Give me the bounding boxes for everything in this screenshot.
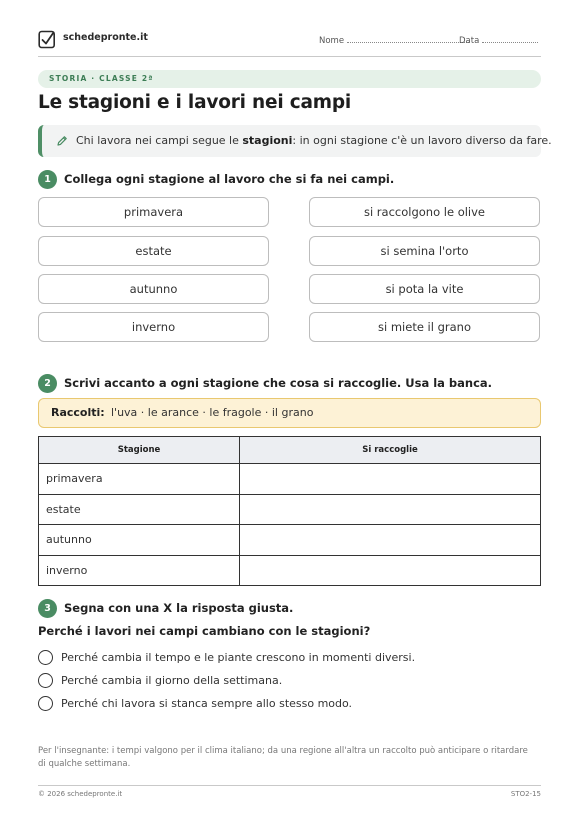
match-left-box[interactable]: inverno — [38, 312, 269, 342]
intro-keyword: stagioni — [242, 134, 293, 147]
exercise-1-number: 1 — [38, 170, 57, 189]
table-row — [39, 494, 541, 525]
exercise-3-number: 3 — [38, 599, 57, 618]
subject-label: STORIA · CLASSE 2ª — [49, 74, 154, 83]
answer-cell[interactable] — [240, 555, 541, 586]
match-right-box[interactable]: si semina l'orto — [309, 236, 540, 266]
brand-name: schedepronte.it — [63, 32, 148, 43]
exercise-3-title: Segna con una X la risposta giusta. — [64, 601, 294, 615]
season-cell: estate — [39, 494, 240, 525]
intro-text — [76, 134, 552, 147]
intro-text-end: : in ogni stagione c'è un lavoro diverso da fare. — [292, 134, 552, 147]
season-cell: primavera — [39, 464, 240, 495]
column-header-harvest: Si raccoglie — [240, 437, 541, 464]
table-row — [39, 555, 541, 586]
exercise-2-title: Scrivi accanto a ogni stagione che cosa si raccoglie. Usa la banca. — [64, 376, 493, 390]
answer-cell[interactable] — [240, 464, 541, 495]
radio-circle[interactable] — [38, 673, 53, 688]
exercise-2-number: 2 — [38, 374, 57, 393]
radio-circle[interactable] — [38, 696, 53, 711]
season-cell: inverno — [39, 555, 240, 586]
name-blank[interactable] — [347, 34, 469, 43]
intro-box — [38, 125, 552, 157]
match-right-box[interactable]: si miete il grano — [309, 312, 540, 342]
table-row — [39, 464, 541, 495]
match-right-box[interactable]: si pota la vite — [309, 274, 540, 304]
column-header-season: Stagione — [39, 437, 240, 464]
footer-code: STO2-15 — [510, 790, 541, 798]
footer-copyright: © 2026 schedepronte.it — [38, 790, 123, 798]
option-label: Perché cambia il tempo e le piante crescono in momenti diversi. — [61, 651, 416, 664]
word-bank — [38, 398, 541, 428]
subject-band — [38, 70, 541, 88]
question-text: Perché i lavori nei campi cambiano con le stagioni? — [38, 624, 371, 638]
name-field[interactable] — [319, 34, 469, 46]
answer-option[interactable] — [38, 650, 498, 666]
table-header-row — [39, 437, 541, 464]
season-cell: autunno — [39, 525, 240, 556]
teacher-note: Per l'insegnante: i tempi valgono per il clima italiano; da una regione all'altra un raccolto può anticipare o ritardare di qualche settimana. — [38, 746, 528, 769]
header-divider — [38, 56, 541, 57]
answer-option[interactable] — [38, 696, 498, 712]
checkbox-logo-icon — [38, 29, 56, 49]
pencil-icon — [56, 135, 68, 147]
match-left-box[interactable]: primavera — [38, 197, 269, 227]
match-right-box[interactable]: si raccolgono le olive — [309, 197, 540, 227]
harvest-table — [38, 436, 541, 586]
word-bank-label: Raccolti: — [51, 406, 105, 419]
option-label: Perché cambia il giorno della settimana. — [61, 674, 283, 687]
date-label: Data — [459, 36, 480, 46]
footer-divider — [38, 785, 541, 786]
date-field[interactable] — [459, 34, 538, 46]
answer-cell[interactable] — [240, 525, 541, 556]
answer-option[interactable] — [38, 673, 498, 689]
word-bank-values: l'uva · le arance · le fragole · il grano — [111, 406, 314, 419]
option-label: Perché chi lavora si stanca sempre allo stesso modo. — [61, 697, 353, 710]
answer-cell[interactable] — [240, 494, 541, 525]
match-left-box[interactable]: estate — [38, 236, 269, 266]
page-title: Le stagioni e i lavori nei campi — [38, 92, 352, 113]
name-label: Nome — [319, 36, 345, 46]
match-left-box[interactable]: autunno — [38, 274, 269, 304]
intro-text-start: Chi lavora nei campi segue le — [76, 134, 243, 147]
page-header — [38, 29, 541, 53]
table-row — [39, 525, 541, 556]
radio-circle[interactable] — [38, 650, 53, 665]
exercise-1-title: Collega ogni stagione al lavoro che si fa nei campi. — [64, 172, 395, 186]
date-blank[interactable] — [482, 34, 538, 43]
